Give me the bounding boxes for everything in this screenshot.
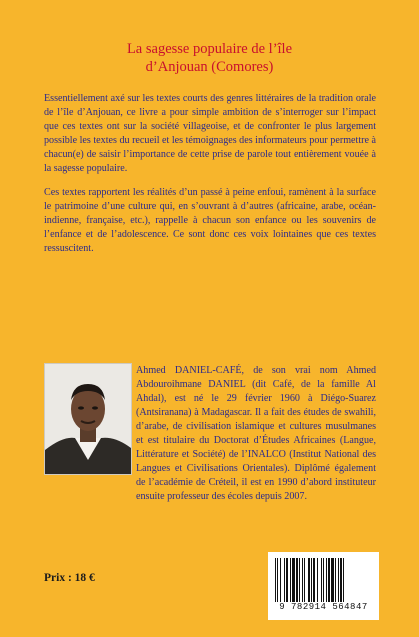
book-title-line-1: La sagesse populaire de l’île — [126, 41, 293, 57]
author-photo — [44, 363, 132, 475]
summary-paragraph-2: Ces textes rapportent les réalités d’un passé à peine enfoui, ramènent à la surface le patrimoine d’une culture qui, en s’ouvrant à d’autres (africaine, arabe, océan-indienne, française, etc.), rappelle à chacun son enfance ou les souvenirs de l’enfance et de l’adolescence. Ce sont donc ces voix lointaines que ces textes ressuscitent. — [44, 187, 376, 254]
barcode-icon — [273, 558, 374, 602]
author-biography: Ahmed DANIEL-CAFÉ, de son vrai nom Ahmed Abdouroihmane DANIEL (dit Café, de la famille Al Ahdal), est né le 29 février 1960 à Diégo-Suarez (Antsiranana) à Madagascar. Il a fait des études de swahili, d’arabe, de civilisation islamique et cultures musulmanes et est titulaire du Doctorat d’Études Africaines (Langue, Littérature et Société) de l’INALCO (Institut National des Langues et Civilisations Orientales). Diplômé également de l’académie de Créteil, il est en 1990 d’abord instituteur ensuite professeur des écoles depuis 2007. — [136, 365, 376, 502]
book-title — [0, 40, 419, 76]
isbn-number: 9 782914 564847 — [279, 602, 368, 612]
author-portrait-image — [45, 364, 131, 474]
price-label: Prix : 18 € — [44, 572, 95, 584]
summary-paragraph-1: Essentiellement axé sur les textes courts des genres littéraires de la tradition orale de l’île d’Anjouan, ce livre a pour simple ambition de s’interroger sur l’impact que ces textes ont sur la société villageoise, et de confronter le plus largement possible les textes du recueil et les témoignages des informateurs pour permettre à chacun(e) de saisir l’importance de cette prise de parole tout entièrement vouée à la sagesse populaire. — [44, 93, 376, 174]
book-title-line-2: d’Anjouan (Comores) — [145, 59, 274, 75]
isbn-barcode — [268, 552, 379, 620]
